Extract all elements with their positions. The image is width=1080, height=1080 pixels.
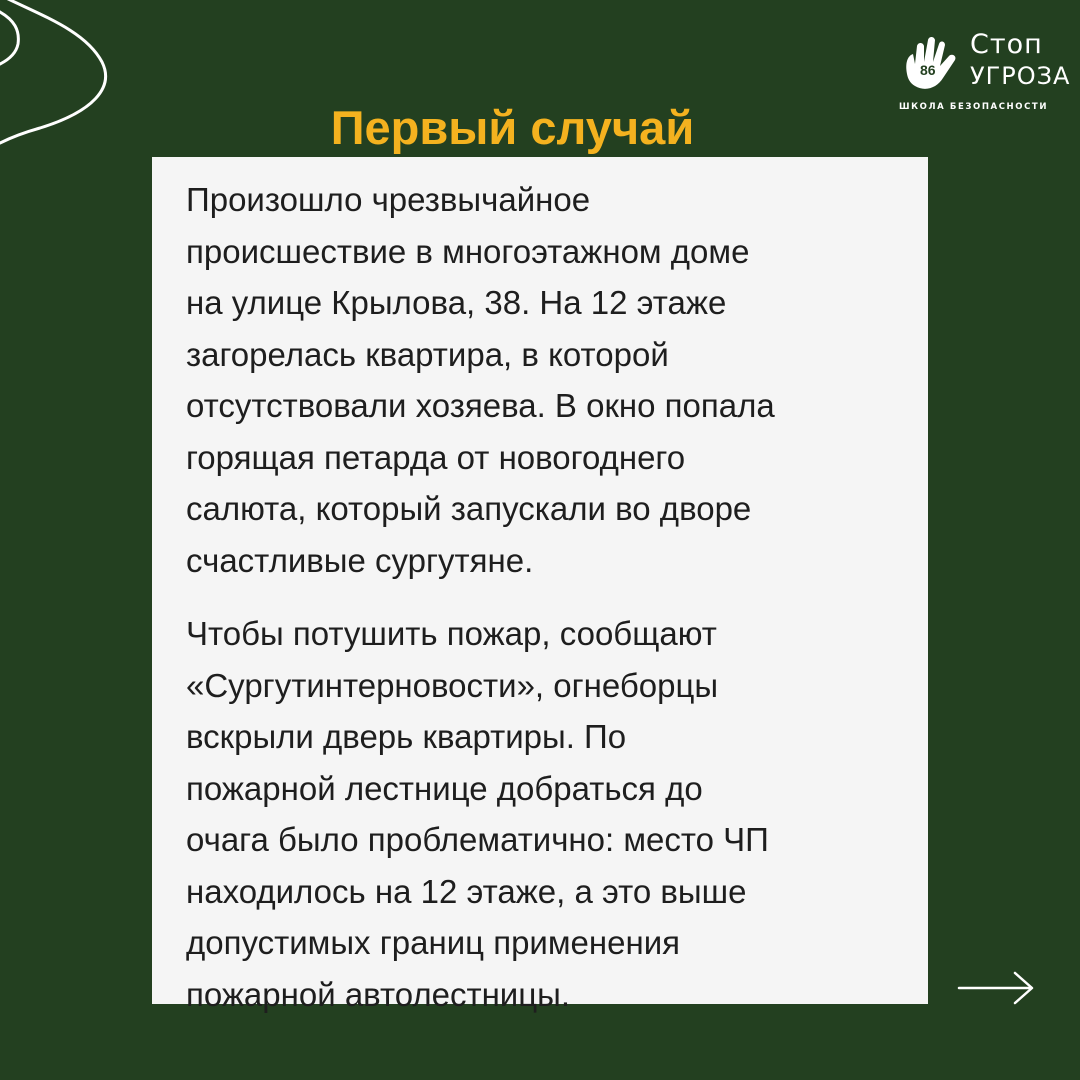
logo-number: 86 (920, 62, 936, 78)
logo-tagline: ШКОЛА БЕЗОПАСНОСТИ (899, 102, 1049, 112)
paragraph-2: Чтобы потушить пожар, сообщают «Сургутинтерновости», огнеборцы вскрыли дверь квартиры. По пожарной лестнице добраться до очага было проблематично: место ЧП находилось на 12 этаже, а это выше допустимых границ применения пожарной автолестницы. (186, 615, 769, 1013)
logo-text-line2: УГРОЗА (970, 62, 1071, 90)
page-title: Первый случай (330, 101, 695, 154)
arrow-right-icon[interactable] (956, 970, 1036, 1006)
paragraph-1: Произошло чрезвычайное происшествие в многоэтажном доме на улице Крылова, 38. На 12 этаже загорелась квартира, в которой отсутствовали хозяева. В окно попала горящая петарда от новогоднего салюта, который запускали во дворе счастливые сургутяне. (186, 181, 775, 579)
logo-text-line1: Стоп (970, 29, 1043, 60)
content-card (152, 157, 928, 1013)
